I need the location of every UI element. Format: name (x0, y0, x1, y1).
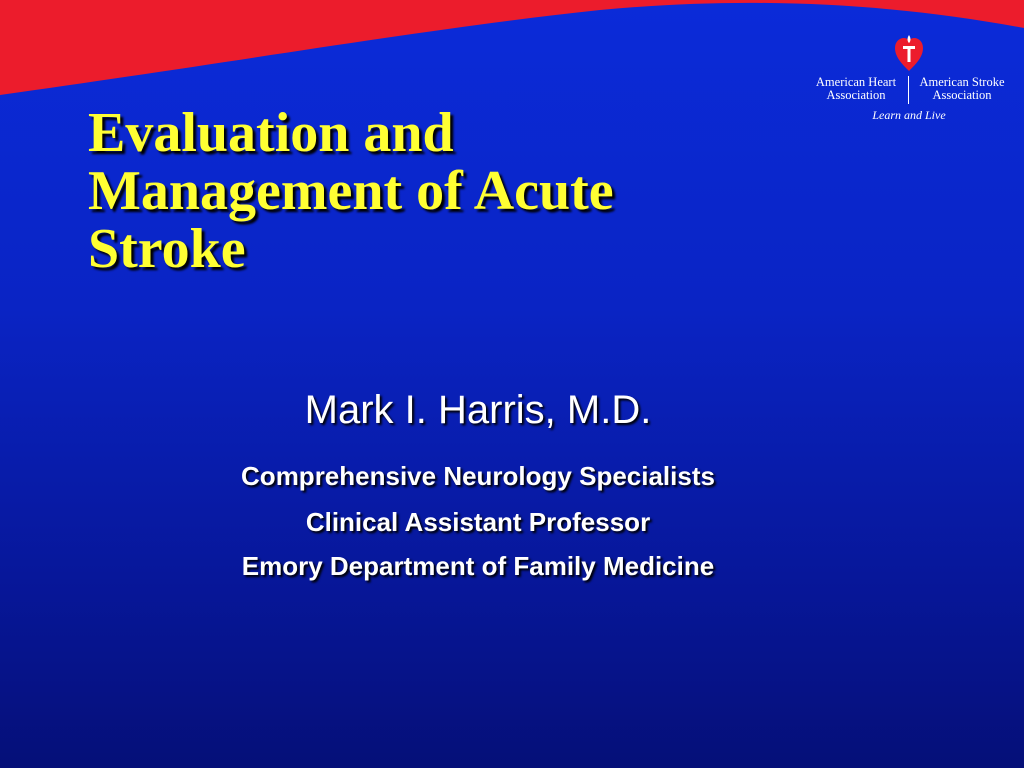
slide-title-line2: Management of Acute (88, 160, 614, 222)
presenter-name: Mark I. Harris, M.D. (304, 388, 652, 432)
aha-heart-torch-icon (894, 34, 924, 72)
presenter-affiliation: Comprehensive Neurology Specialists (241, 461, 715, 491)
aha-asa-logo (806, 34, 1012, 126)
logo-tagline: Learn and Live (872, 108, 946, 122)
aha-name (808, 76, 904, 102)
slide-title-line1: Evaluation and (88, 102, 454, 164)
asa-name (912, 76, 1012, 102)
presenter-department: Emory Department of Family Medicine (241, 551, 715, 581)
asa-name-line2: Association (932, 88, 992, 102)
asa-name-line1: American Stroke (919, 75, 1005, 89)
aha-name-line2: Association (826, 88, 886, 102)
slide-title-line3: Stroke (88, 218, 246, 280)
aha-name-line1: American Heart (815, 75, 897, 89)
logo-divider (908, 76, 909, 104)
presenter-title: Clinical Assistant Professor (305, 507, 651, 537)
slide-title (88, 104, 788, 278)
